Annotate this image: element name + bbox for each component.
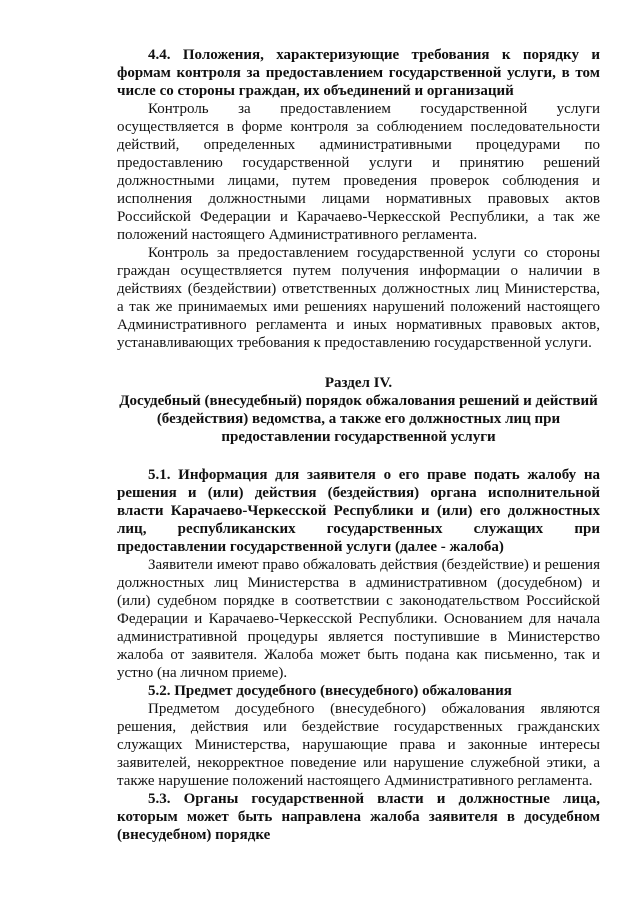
- spacer: [117, 446, 600, 466]
- section-4-4-paragraph-2: Контроль за предоставлением государственной услуги со стороны граждан осуществляется путем получения информации о наличии в действиях (бездействии) ответственных должностных лиц Министерства, а так же принимаемых ими решениях нарушений положений настоящего Административного регламента и иных нормативных правовых актов, устанавливающих требования к предоставлению государственной услуги.: [117, 245, 600, 351]
- section-5-2-heading: 5.2. Предмет досудебного (внесудебного) обжалования: [148, 683, 512, 699]
- section-5-3-heading: 5.3. Органы государственной власти и должностные лица, которым может быть направлена жалоба заявителя в досудебном (внесудебном) порядке: [117, 791, 600, 843]
- section-4-4-paragraph-1: Контроль за предоставлением государственной услуги осуществляется в форме контроля за соблюдением последовательности действий, определенных административными процедурами по предоставлению государственной услуги и принятию решений должностными лицами, путем проведения проверок соблюдения и исполнения должностными лицами нормативных правовых актов Российской Федерации и Карачаево-Черкесской Республики, а так же положений настоящего Административного регламента.: [117, 101, 600, 243]
- section-iv-subtitle: Досудебный (внесудебный) порядок обжалования решений и действий (бездействия) ведомства, а также его должностных лиц при предоставлении государственной услуги: [119, 393, 598, 445]
- section-4-4-heading: 4.4. Положения, характеризующие требования к порядку и формам контроля за предоставлением государственной услуги, в том числе со стороны граждан, их объединений и организаций: [117, 47, 600, 99]
- section-5-1-paragraph: Заявители имеют право обжаловать действия (бездействие) и решения должностных лиц Министерства в административном (досудебном) и (или) судебном порядке в соответствии с законодательством Российской Федерации и Карачаево-Черкесской Республики. Основанием для начала административной процедуры является поступившие в Министерство жалоба от заявителя. Жалоба может быть подана как письменно, так и устно (на личном приеме).: [117, 557, 600, 681]
- spacer: [117, 352, 600, 374]
- section-5-1-heading: 5.1. Информация для заявителя о его праве подать жалобу на решения и (или) действия (бездействия) органа исполнительной власти Карачаево-Черкесской Республики и (или) его должностных лиц, республиканских государственных служащих при предоставлении государственной услуги (далее - жалоба): [117, 467, 600, 555]
- section-5-2-paragraph: Предметом досудебного (внесудебного) обжалования являются решения, действия или бездействие государственных гражданских служащих Министерства, нарушающие права и законные интересы заявителей, некорректное поведение или нарушение служебной этики, а также нарушение положений настоящего Административного регламента.: [117, 701, 600, 789]
- section-iv-title: Раздел IV.: [324, 375, 393, 391]
